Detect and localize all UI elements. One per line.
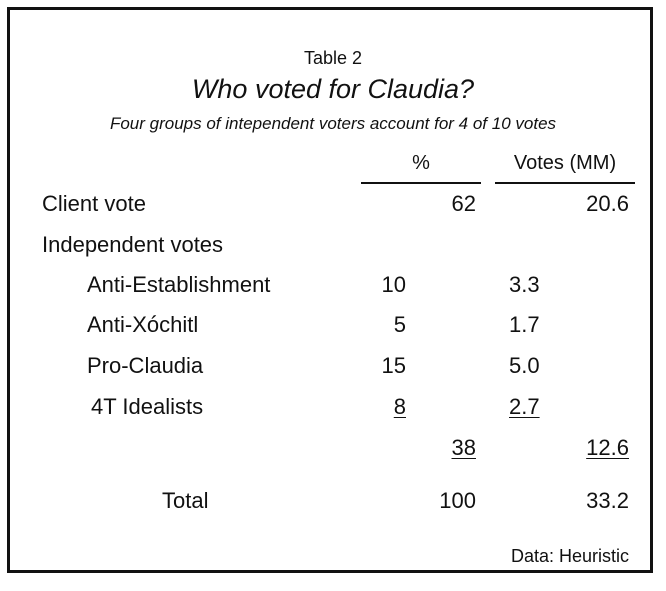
table-label: Table 2 [303,48,363,68]
client-vote-votes: 20.6 [586,191,629,216]
row-label-anti-establishment: Anti-Establishment [87,272,271,297]
table-title: Who voted for Claudia? [191,74,475,104]
subtotal-pct-cell [400,435,476,461]
anti-xochitl-pct: 5 [393,312,406,337]
column-header-rule-pct [361,182,481,184]
4t-idealists-votes-cell [509,394,589,420]
row-label-client-vote: Client vote [42,191,146,216]
anti-xochitl-votes: 1.7 [509,312,540,337]
row-label-independent-votes: Independent votes [42,232,224,257]
column-header-rule-votes [495,182,635,184]
data-source: Data: Heuristic [510,546,629,566]
column-header-votes: Votes (MM) [513,152,617,174]
4t-idealists-pct: 8 [393,394,406,419]
row-label-pro-claudia: Pro-Claudia [87,353,204,378]
subtotal-votes-cell [540,435,629,461]
subtotal-pct: 38 [451,435,476,460]
total-pct: 100 [439,488,476,513]
client-vote-pct: 62 [451,191,476,216]
total-votes: 33.2 [586,488,629,513]
4t-idealists-pct-cell [340,394,406,420]
row-label-4t-idealists: 4T Idealists [91,394,204,419]
pro-claudia-pct: 15 [381,353,406,378]
column-header-pct: % [412,152,430,174]
4t-idealists-votes: 2.7 [509,394,540,419]
table-subtitle: Four groups of intependent voters account for 4 of 10 votes [109,114,557,133]
row-label-anti-xochitl: Anti-Xóchitl [87,312,199,337]
row-label-total: Total [162,488,209,513]
pro-claudia-votes: 5.0 [509,353,540,378]
subtotal-votes: 12.6 [586,435,629,460]
anti-establishment-votes: 3.3 [509,272,540,297]
anti-establishment-pct: 10 [381,272,406,297]
